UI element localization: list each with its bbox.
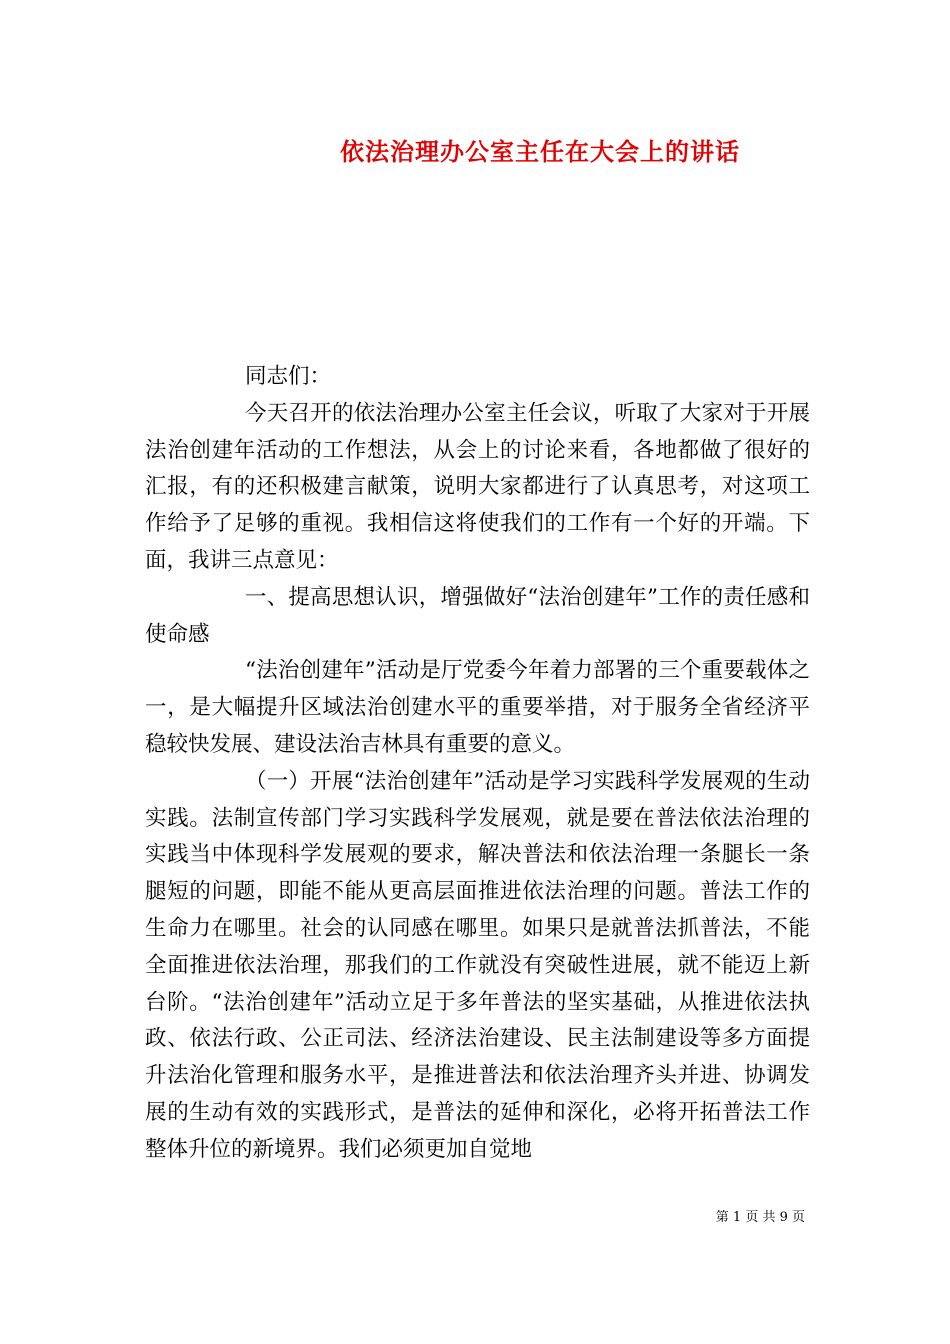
intro-paragraph: 今天召开的依法治理办公室主任会议，听取了大家对于开展法治创建年活动的工作想法，从会上的讨论来看，各地都做了很好的汇报，有的还积极建言献策，说明大家都进行了认真思考，对这项工作给予了足够的重视。我相信这将使我们的工作有一个好的开端。下面，我讲三点意见：: [145, 400, 810, 573]
subsection-paragraph-1: （一）开展“法治创建年”活动是学习实践科学发展观的生动实践。法制宣传部门学习实践科学发展观，就是要在普法依法治理的实践当中体现科学发展观的要求，解决普法和依法治理一条腿长一条腿短的问题，即能不能从更高层面推进依法治理的问题。普法工作的生命力在哪里。社会的认同感在哪里。如果只是就普法抓普法，不能全面推进依法治理，那我们的工作就没有突破性进展，就不能迈上新台阶。“法治创建年”活动立足于多年普法的坚实基础，从推进依法执政、依法行政、公正司法、经济法治建设、民主法制建设等多方面提升法治化管理和服务水平，是推进普法和依法治理齐头并进、协调发展的生动有效的实践形式，是普法的延伸和深化，必将开拓普法工作整体升位的新境界。我们必须更加自觉地: [145, 768, 810, 1162]
salutation-paragraph: 同志们：: [245, 364, 332, 389]
page-number-footer: 第 1 页 共 9 页: [715, 1210, 805, 1225]
section-heading-1: 一、提高思想认识，增强做好“法治创建年”工作的责任感和使命感: [145, 584, 810, 647]
document-title: 依法治理办公室主任在大会上的讲话: [340, 137, 740, 166]
body-paragraph: “法治创建年”活动是厅党委今年着力部署的三个重要载体之一，是大幅提升区域法治创建水平的重要举措，对于服务全省经济平稳较快发展、建设法治吉林具有重要的意义。: [145, 658, 810, 757]
document-body: [145, 359, 810, 1169]
